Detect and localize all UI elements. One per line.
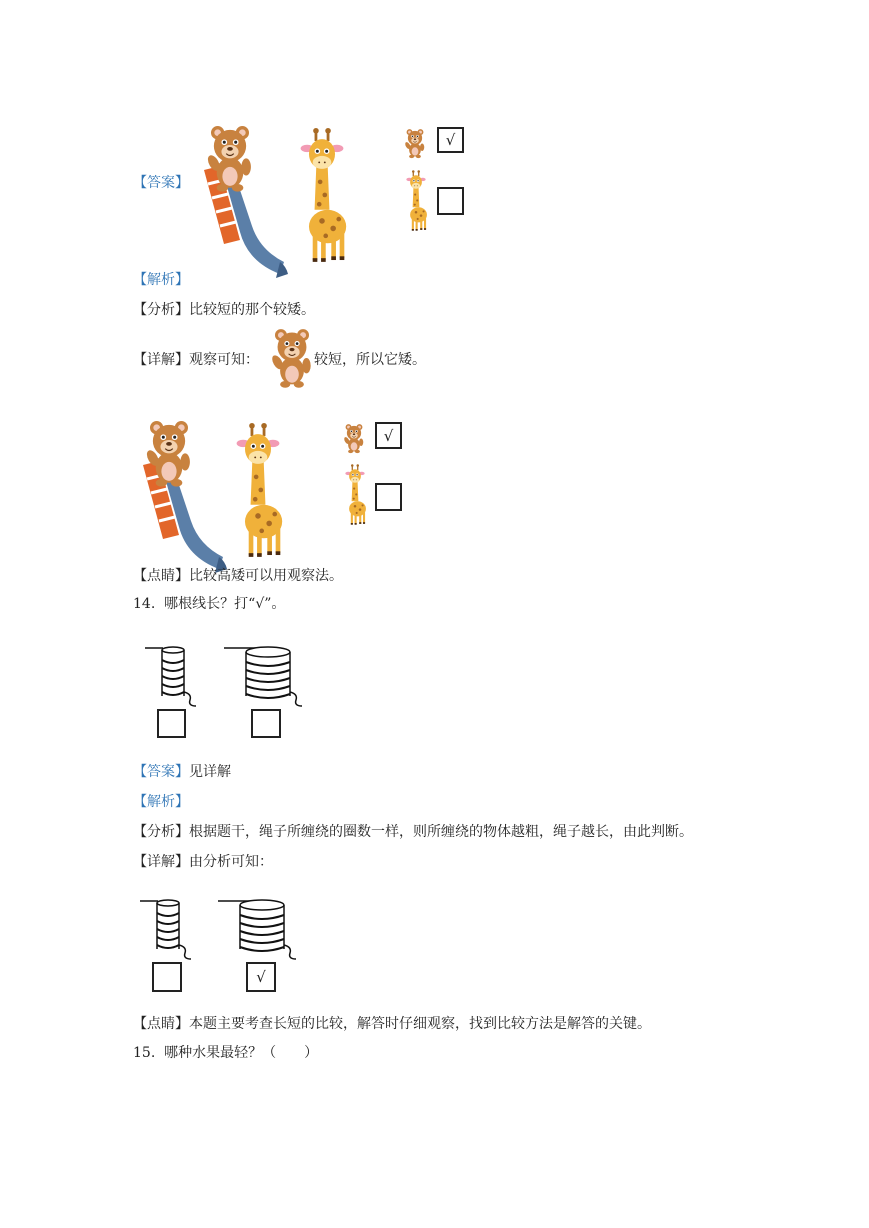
analysis-text: 比较短的那个较矮。 [189,302,315,318]
thick-coil-illustration [224,646,314,716]
question-text-15: 哪种水果最轻？（ ） [164,1045,319,1061]
detail-text-after: 较短，所以它矮。 [314,352,426,368]
detail-line [133,350,259,370]
detail-text-14: 由分析可知： [189,854,273,870]
point-text: 比较高矮可以用观察法。 [189,568,343,584]
analysis-label-14: 【分析】 [133,824,189,840]
bear-check-box[interactable]: √ [437,127,464,153]
detail-label: 【详解】 [133,352,189,368]
thick-coil-check-box-2[interactable]: √ [246,962,276,992]
detail-line-14 [133,852,273,872]
thin-coil-illustration-2 [140,899,200,969]
question-15 [133,1043,318,1063]
bear-check-box-2[interactable]: √ [375,422,402,449]
question-text: 哪根线长？打“√”。 [164,596,286,612]
question-number-15: 15. [133,1045,156,1061]
giraffe-illustration-2 [228,415,298,545]
giraffe-check-box[interactable] [437,187,464,215]
slide-bear-illustration [204,120,294,250]
small-bear-icon-2 [339,419,369,455]
jiexi-label-14: 【解析】 [133,794,189,810]
thin-coil-illustration [145,646,205,716]
thick-coil-illustration-2 [218,899,308,969]
thin-coil-check-box[interactable] [157,709,186,738]
analysis-text-14: 根据题干，绳子所缠绕的圈数一样，则所缠绕的物体越粗，绳子越长，由此判断。 [189,824,693,840]
point-line [133,566,343,586]
point-text-14: 本题主要考查长短的比较，解答时仔细观察，找到比较方法是解答的关键。 [189,1016,651,1032]
detail-label-14: 【详解】 [133,854,189,870]
point-label: 【点睛】 [133,568,189,584]
analysis-label: 【分析】 [133,302,189,318]
point-label-14: 【点睛】 [133,1016,189,1032]
answer-label-14: 【答案】 [133,764,189,780]
small-giraffe-icon [402,168,432,234]
slide-bear-illustration-2 [143,415,233,545]
question-14 [133,594,285,614]
question-number: 14. [133,596,156,612]
detail-text-before: 观察可知： [189,352,259,368]
answer-line-14 [133,762,231,782]
jiexi-label: 【解析】 [133,272,189,288]
inline-bear-icon [266,325,316,391]
giraffe-check-box-2[interactable] [375,483,402,511]
small-giraffe-icon-2 [341,462,371,528]
analysis-line [133,300,315,320]
giraffe-illustration [292,120,362,250]
small-bear-icon [400,124,430,160]
point-line-14 [133,1014,651,1034]
analysis-line-14 [133,822,693,842]
thick-coil-check-box[interactable] [251,709,281,738]
thin-coil-check-box-2[interactable] [152,962,182,992]
answer-text-14: 见详解 [189,764,231,780]
answer-label: 【答案】 [133,175,189,191]
